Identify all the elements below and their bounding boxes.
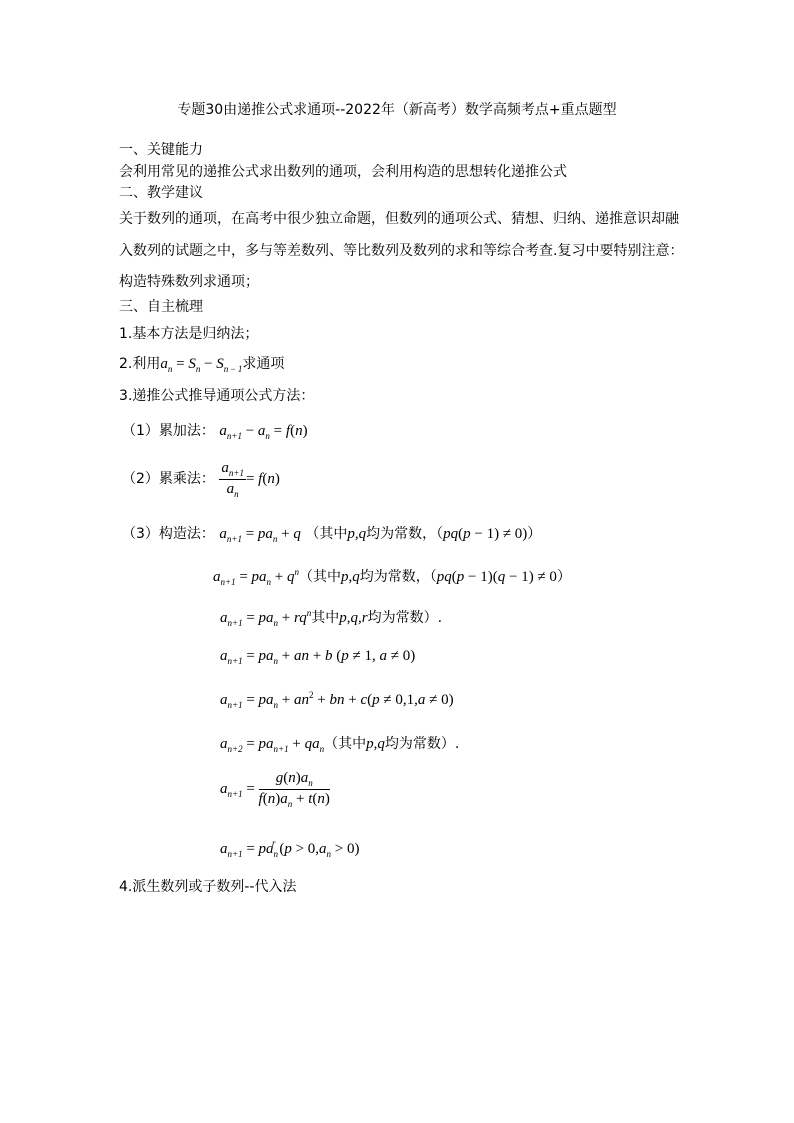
formula-row-8 bbox=[220, 838, 360, 859]
note-3-vars: p,q,r bbox=[339, 610, 368, 626]
section-text-line-2: 入数列的试题之中，多与等差数列、等比数列及数列的求和等综合考查.复习中要特别注意： bbox=[119, 243, 684, 259]
note-2-vars: p,q bbox=[341, 569, 360, 585]
list-item-2 bbox=[119, 353, 284, 374]
formula-row-4 bbox=[220, 648, 415, 666]
note-2-close: 均为常数， bbox=[359, 569, 430, 585]
list-item-3: 3.递推公式推导通项公式方法： bbox=[119, 388, 315, 404]
list-item-2-prefix: 2.利用 bbox=[119, 356, 161, 372]
list-item-2-suffix: 求通项 bbox=[242, 356, 285, 372]
note-6-close: 均为常数）. bbox=[384, 736, 460, 752]
note-6-vars: p,q bbox=[366, 736, 385, 752]
note-1-close: 均为常数， bbox=[366, 526, 437, 542]
section-heading-teaching-advice: 二、教学建议 bbox=[119, 185, 203, 201]
section-heading-key-ability: 一、关键能力 bbox=[119, 142, 203, 158]
note-1-open: （其中 bbox=[305, 526, 348, 542]
formula-row-7 bbox=[220, 770, 330, 809]
note-2-condition: pq(p − 1)(q − 1) ≠ 0 bbox=[436, 569, 557, 585]
section-text-key-ability: 会利用常见的递推公式求出数列的通项，会利用构造的思想转化递推公式 bbox=[119, 164, 567, 180]
formula-construct-1: $a_{n+1} = pa_n + q$ bbox=[219, 526, 301, 544]
formula-row-6 bbox=[220, 733, 459, 754]
formula-row-2: $a_{n+1} = pa_n + q^n$（其中p,q均为常数，（pq(p − 1)(q − 1) ≠ 0） bbox=[213, 567, 571, 587]
formula-construct-7: $a_{n+1}$ = $\frac{g(n)a_n}{f(n)a_n + t(n)}$ bbox=[220, 770, 330, 809]
formula-row-5 bbox=[220, 690, 454, 710]
method-accumulate bbox=[122, 420, 308, 441]
list-item-1: 1.基本方法是归纳法； bbox=[119, 326, 259, 342]
document-title: 专题30由递推公式求通项--2022年（新高考）数学高频考点+重点题型 bbox=[177, 102, 617, 118]
formula-construct-2: $a_{n+1} = pa_n + q^n$ bbox=[213, 567, 300, 587]
section-heading-self-review: 三、自主梳理 bbox=[119, 299, 203, 315]
formula-an-sn: $a_n = S_n - S_{n - 1}$ bbox=[160, 356, 243, 374]
note-3-open: 其中 bbox=[311, 610, 340, 626]
list-item-4: 4.派生数列或子数列--代入法 bbox=[119, 879, 297, 895]
method-construct-label: （3）构造法： bbox=[122, 526, 215, 542]
formula-construct-3: $a_{n+1} = pa_n + rq^n$ bbox=[220, 608, 312, 628]
section-text-line-3: 构造特殊数列求通项； bbox=[119, 274, 259, 290]
note-3-close: 均为常数）. bbox=[367, 610, 443, 626]
note-2-open: （其中 bbox=[299, 569, 342, 585]
formula-accumulate: $a_{n+1} - a_n = f(n)$ bbox=[219, 423, 308, 441]
note-1-vars: p,q bbox=[347, 526, 367, 542]
formula-construct-8: $a_{n+1} = pa_n^r$ $(p > 0,a_n > 0)$ bbox=[220, 838, 360, 859]
formula-construct-5: $a_{n+1} = pa_n + an^2$ + bn + c(p ≠ 0,1,a ≠ 0) bbox=[220, 690, 454, 710]
section-text-line-1: 关于数列的通项，在高考中很少独立命题，但数列的通项公式、猜想、归纳、递推意识却融 bbox=[119, 211, 679, 227]
method-multiply-label: （2）累乘法： bbox=[122, 470, 215, 487]
method-construct: （3）构造法： $a_{n+1} = pa_n + q$ （其中p,q均为常数，（pq(p − 1) ≠ 0)） bbox=[122, 526, 542, 544]
formula-construct-6: $a_{n+2} = pa_{n+1} + qa_n$ bbox=[220, 736, 325, 754]
formula-construct-4: $a_{n+1} = pa_n$ + an + b (p ≠ 1, a ≠ 0) bbox=[220, 648, 416, 666]
method-multiply bbox=[122, 460, 280, 499]
formula-multiply: $\frac{a_{n+1}}{a_n}$ = f(n) bbox=[221, 460, 280, 499]
method-accumulate-label: （1）累加法： bbox=[122, 423, 215, 439]
note-6-open: （其中 bbox=[324, 736, 367, 752]
note-1-condition: pq(p − 1) ≠ 0) bbox=[443, 526, 528, 542]
formula-row-3 bbox=[220, 607, 442, 628]
